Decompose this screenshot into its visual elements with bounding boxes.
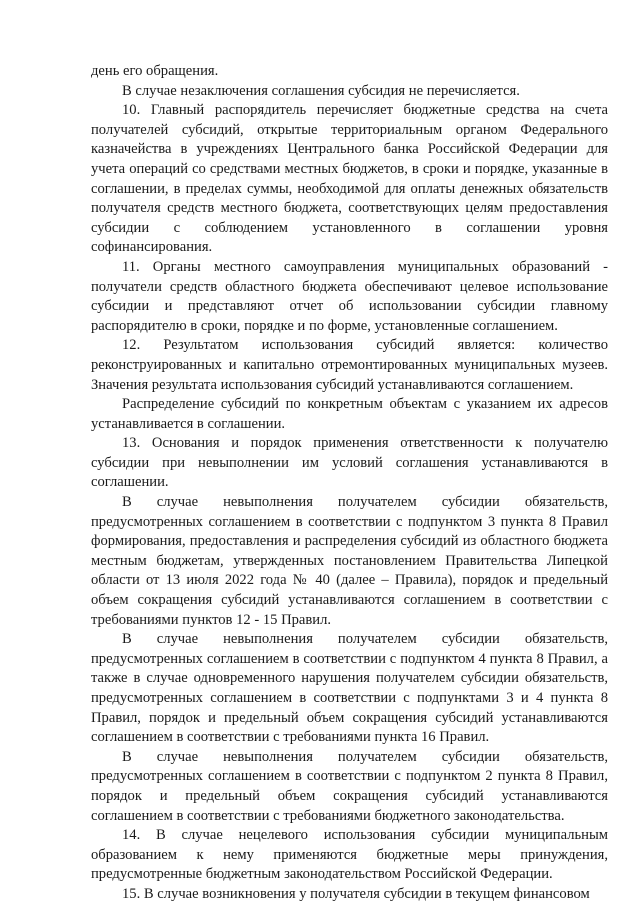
paragraph-case-subitem-3: В случае невыполнения получателем субсидии обязательств, предусмотренных соглашением в соответствии с подпунктом 3 пункта 8 Правил формирования, предоставления и распределения субсидий из областного бюджета местным бюджетам, утвержденных постановлением Правительства Липецкой области от 13 июля 2022 года № 40 (далее – Правила), порядок и предельный объем сокращения субсидий устанавливаются соглашением в соответствии с требованиями пунктов 12 - 15 Правил. [91,494,608,628]
document-page [91,62,608,905]
paragraph-case-subitem-2: В случае невыполнения получателем субсидии обязательств, предусмотренных соглашением в соответствии с подпунктом 2 пункта 8 Правил, порядок и предельный объем сокращения субсидий устанавливаются соглашением в соответствии с требованиями бюджетного законодательства. [91,748,608,824]
paragraph-item-12: 12. Результатом использования субсидий является: количество реконструированных и капитально отремонтированных муниципальных музеев. Значения результата использования субсидий устанавливаются соглашением. [91,337,608,393]
paragraph-item-11: 11. Органы местного самоуправления муниципальных образований - получатели средств областного бюджета обеспечивают целевое использование субсидии и представляют отчет об использовании субсидии главному распорядителю в сроки, порядке и по форме, установленные соглашением. [91,258,608,334]
paragraph-item-13: 13. Основания и порядок применения ответственности к получателю субсидии при невыполнении им условий соглашения устанавливаются в соглашении. [91,435,608,491]
paragraph-no-agreement: В случае незаключения соглашения субсидия не перечисляется. [122,82,520,99]
paragraph-item-15: 15. В случае возникновения у получателя субсидии в текущем финансовом [122,885,590,902]
paragraph-case-subitem-4: В случае невыполнения получателем субсидии обязательств, предусмотренных соглашением в соответствии с подпунктом 4 пункта 8 Правил, а также в случае одновременного нарушения получателем субсидии обязательств, предусмотренных соглашением в соответствии с подпунктами 3 и 4 пункта 8 Правил, порядок и предельный объем сокращения субсидий устанавливаются соглашением в соответствии с требованиями пункта 16 Правил. [91,631,608,746]
paragraph-continuation: день его обращения. [91,63,219,79]
paragraph-distribution: Распределение субсидий по конкретным объектам с указанием их адресов устанавливается в соглашении. [91,396,608,432]
paragraph-item-10: 10. Главный распорядитель перечисляет бюджетные средства на счета получателей субсидий, открытые территориальным органом Федерального казначейства в учреждениях Центрального банка Российской Федерации для учета операций со средствами местных бюджетов, в сроки и порядке, указанные в соглашении, в пределах суммы, необходимой для оплаты денежных обязательств получателя средств местного бюджета, соответствующих целям предоставления субсидии с соблюдением установленного в соглашении уровня софинансирования. [91,102,608,256]
paragraph-item-14: 14. В случае нецелевого использования субсидии муниципальным образованием к нему применяются бюджетные меры принуждения, предусмотренные бюджетным законодательством Российской Федерации. [91,827,608,883]
